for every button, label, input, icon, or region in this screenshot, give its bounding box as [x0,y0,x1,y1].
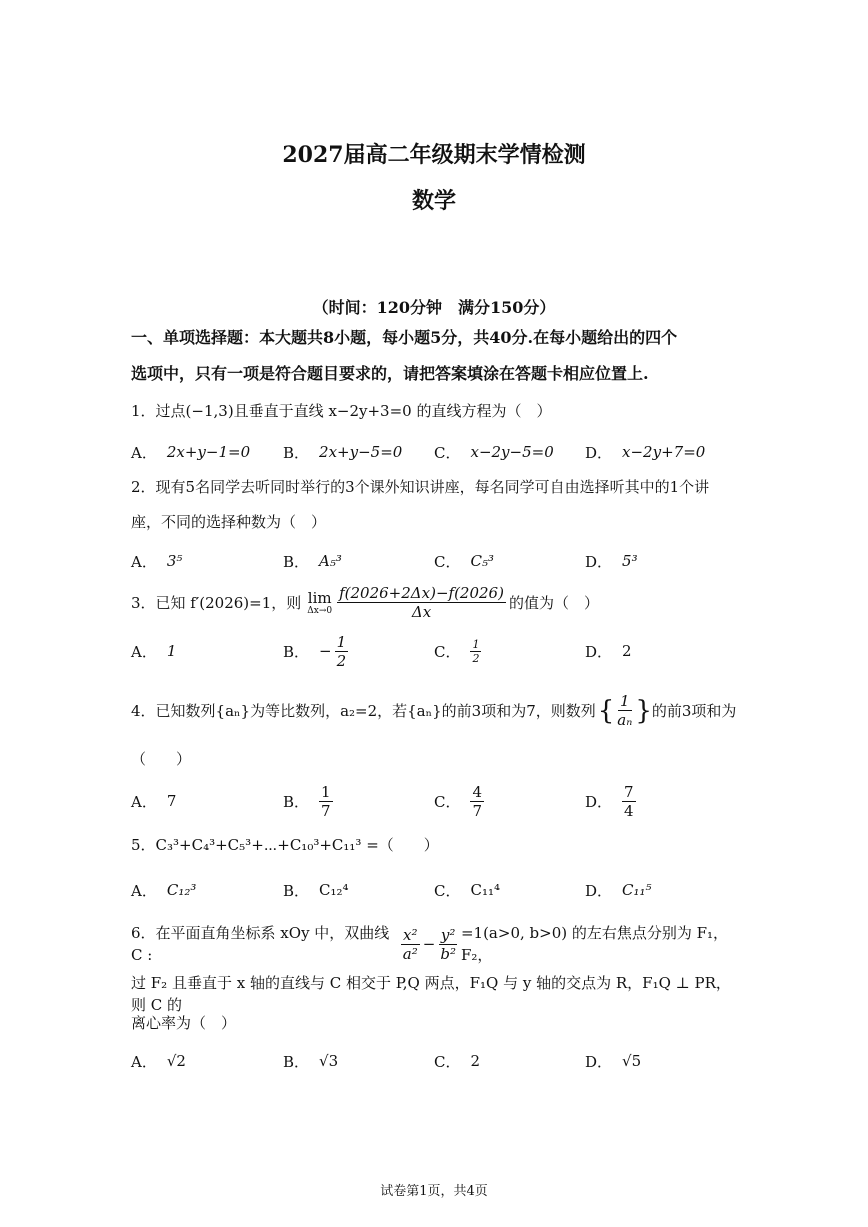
right-brace: } [635,695,652,726]
question-6-text-b: =1(a>0, b>0) 的左右焦点分别为 F₁，F₂， [460,924,729,964]
option-letter: D． [585,881,613,900]
question-6-stem-line3: 离心率为（ ） [131,1014,237,1032]
hyperbola-fraction-x [401,926,420,963]
option-value: C₁₁⁵ [622,881,652,899]
option-b [283,873,349,907]
exam-title: 2027届高二年级期末学情检测 [282,142,586,168]
option-value: C₁₂³ [166,881,197,899]
option-d [585,435,705,469]
question-4-stem-line2: （ ） [131,750,192,768]
question-4-text-b: 的前3项和为 [651,701,737,720]
question-6-stem-line2: 过 F₂ 且垂直于 x 轴的直线与 C 相交于 P,Q 两点，F₁Q 与 y 轴的交点为 R，F₁Q ⊥ PR，则 C 的 [131,974,731,1014]
option-letter: B． [283,443,310,462]
option-letter: C． [434,552,461,571]
hyperbola-fraction-y [438,926,458,963]
option-value: √3 [319,1052,339,1070]
question-3-options [131,634,741,668]
question-2-options [131,544,741,578]
section-heading-line2: 选项中，只有一项是符合题目要求的，请把答案填涂在答题卡相应位置上. [131,364,649,383]
option-letter: B． [283,642,310,661]
fraction-denominator: 2 [472,651,480,665]
fraction-denominator: 2 [336,651,347,670]
question-4-options [131,784,741,818]
option-letter: A． [131,881,157,900]
option-d [585,544,638,578]
question-1-stem: 1．过点(−1,3)且垂直于直线 x−2y+3=0 的直线方程为（ ） [131,402,552,420]
option-letter: D． [585,642,613,661]
option-letter: B． [283,552,310,571]
fraction-denominator: 7 [472,801,483,820]
option-value: C₁₂⁴ [319,881,349,899]
option-letter: C． [434,881,461,900]
fraction-numerator: 1 [321,782,331,801]
exam-subject: 数学 [411,188,456,214]
option-value: 2 [470,1052,481,1070]
option-value: A₅³ [319,552,342,570]
option-value: x−2y+7=0 [622,443,706,461]
option-d [585,784,639,818]
left-brace: { [597,695,615,726]
option-fraction [622,783,636,820]
option-letter: B． [283,881,310,900]
option-b [283,1044,338,1078]
exam-meta: （时间：120分钟 满分150分） [312,298,556,317]
fraction-denominator: b² [440,944,456,963]
option-b [283,634,351,668]
option-b [283,435,402,469]
option-value: 2x+y−1=0 [166,443,251,461]
option-a [131,435,250,469]
option-letter: C． [434,443,461,462]
fraction-denominator: 7 [321,801,331,820]
option-c [434,634,484,668]
option-letter: D． [585,552,613,571]
question-3-text-a: 3．已知 f′(2026)=1，则 [131,593,302,612]
option-letter: C． [434,642,461,661]
question-6-options [131,1044,741,1078]
section-heading-line1: 一、单项选择题：本大题共8小题，每小题5分，共40分.在每小题给出的四个 [131,328,678,347]
question-2-stem-line2: 座，不同的选择种数为（ ） [131,513,327,531]
fraction-numerator: 4 [472,782,483,801]
fraction-denominator: 4 [624,801,634,820]
fraction-denominator: aₙ [617,711,633,729]
question-1-options [131,435,741,469]
option-letter: C． [434,1052,461,1071]
fraction-numerator: 1 [472,637,480,651]
option-letter: D． [585,792,613,811]
limit-operator [307,590,332,616]
limit-subscript: Δx→0 [307,605,333,616]
option-b [283,784,336,818]
question-6-stem [131,922,741,966]
option-value: √5 [622,1052,642,1070]
option-value: x−2y−5=0 [470,443,554,461]
fraction-numerator: 1 [336,632,347,651]
fraction-denominator: a² [402,944,418,963]
option-b [283,544,342,578]
option-value: 1 [166,642,177,660]
option-fraction [470,638,481,665]
option-d [585,1044,641,1078]
option-letter: D． [585,1052,613,1071]
question-4-stem [131,692,741,729]
question-3-stem [131,584,741,621]
option-fraction [470,783,484,820]
option-letter: A． [131,642,157,661]
option-letter: B． [283,1052,310,1071]
question-3-text-b: 的值为（ ） [508,593,599,612]
option-value: 2 [622,642,632,660]
option-value: 2x+y−5=0 [319,443,403,461]
fraction-numerator: x² [403,925,418,944]
option-value: C₁₁⁴ [470,881,501,899]
fraction-numerator: 1 [620,692,630,710]
page-footer: 试卷第1页，共4页 [380,1184,488,1199]
question-6-text-a: 6．在平面直角坐标系 xOy 中，双曲线 C : [131,924,390,964]
option-letter: A． [131,1052,157,1071]
fraction-numerator: 7 [624,782,634,801]
option-a [131,784,176,818]
option-letter: A． [131,792,157,811]
option-a [131,544,182,578]
question-2-stem-line1: 2．现有5名同学去听同时举行的3个课外知识讲座，每名同学可自由选择听其中的1个讲 [131,478,710,496]
option-c [434,544,494,578]
option-d [585,873,652,907]
option-c [434,873,500,907]
option-a [131,634,176,668]
option-letter: D． [585,443,613,462]
option-letter: A． [131,552,157,571]
minus-sign: − [422,935,436,953]
fraction-numerator: f(2026+2Δx)−f(2026) [339,584,504,602]
option-c [434,784,487,818]
option-fraction [335,633,349,670]
option-a [131,873,196,907]
question-4-text-a: 4．已知数列{aₙ}为等比数列，a₂=2，若{aₙ}的前3项和为7，则数列 [131,701,596,720]
limit-fraction [337,584,506,621]
sequence-fraction [615,692,634,729]
option-value: 3⁵ [166,552,183,570]
option-value: 5³ [622,552,638,570]
option-value: 7 [166,792,177,810]
option-letter: B． [283,792,310,811]
option-d [585,634,632,668]
option-c [434,1044,480,1078]
option-letter: A． [131,443,157,462]
question-5-stem: 5．C₃³+C₄³+C₅³+⋯+C₁₀³+C₁₁³ =（ ） [131,836,439,854]
option-value: √2 [166,1052,186,1070]
option-a [131,1044,186,1078]
question-5-options [131,873,741,907]
fraction-denominator: Δx [411,603,432,621]
limit-label: lim [307,588,332,607]
fraction-numerator: y² [440,925,456,944]
option-value: C₅³ [470,552,494,570]
option-fraction [319,783,333,820]
option-letter: C． [434,792,461,811]
option-c [434,435,554,469]
option-value: − [319,642,332,660]
